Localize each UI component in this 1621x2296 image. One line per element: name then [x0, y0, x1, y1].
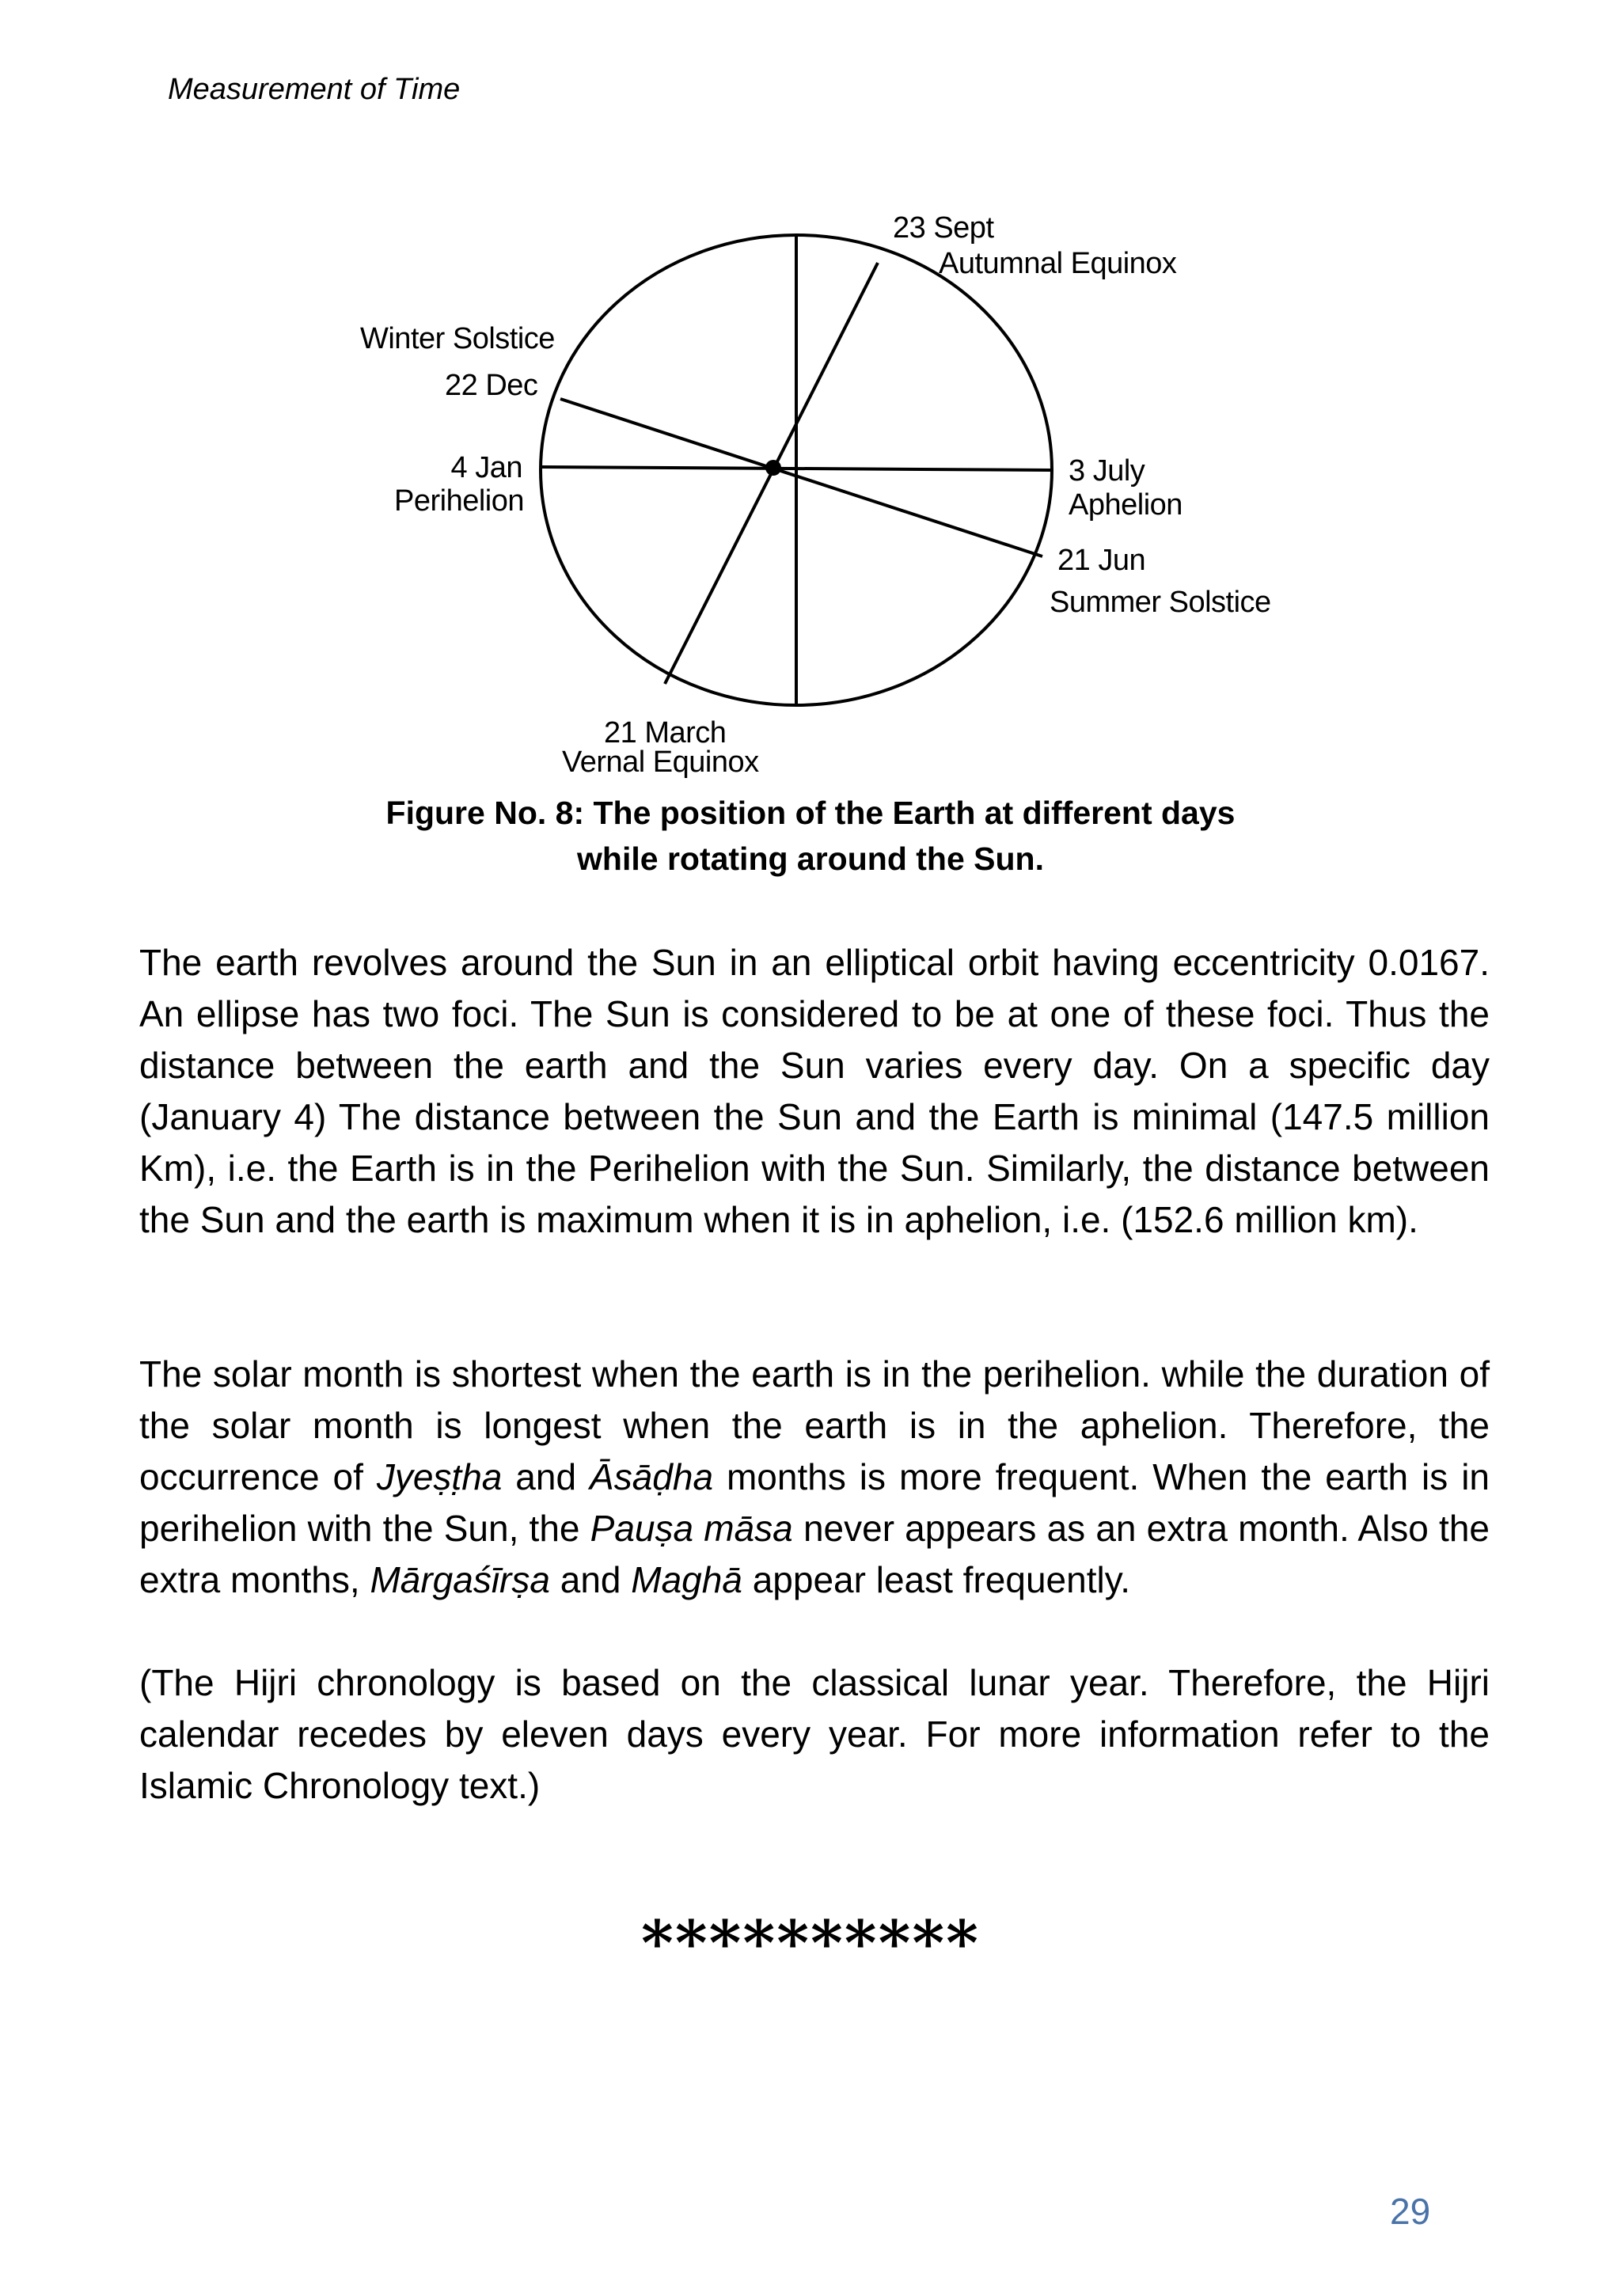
label-aphelion-name: Aphelion — [1069, 488, 1183, 522]
p2-text-b: and — [502, 1456, 590, 1497]
label-perihelion-name: Perihelion — [394, 484, 524, 518]
label-summer-name: Summer Solstice — [1050, 586, 1271, 619]
orbit-diagram — [0, 0, 1621, 791]
solstice-line — [560, 399, 1042, 556]
term-jyestha: Jyeṣṭha — [376, 1456, 503, 1497]
term-pausa-masa: Pauṣa māsa — [590, 1508, 793, 1549]
figure-caption — [0, 790, 1621, 882]
paragraph-solar-month — [139, 1349, 1490, 1606]
label-perihelion-date: 4 Jan — [450, 451, 522, 484]
sun-dot — [765, 460, 781, 476]
section-separator: ********** — [641, 1907, 980, 1979]
term-asadha: Āsāḍha — [590, 1456, 714, 1497]
label-vernal-date: 21 March — [604, 716, 727, 750]
label-winter-name: Winter Solstice — [360, 322, 555, 355]
p2-text-c: months is more frequent. When the earth is in perihelion with the Sun, the — [139, 1456, 1490, 1549]
label-vernal-name: Vernal Equinox — [562, 746, 759, 779]
term-margasirsa: Mārgaśīrṣa — [370, 1559, 550, 1600]
label-aphelion-date: 3 July — [1069, 454, 1145, 488]
p2-text-f: appear least frequently. — [742, 1559, 1131, 1600]
label-autumnal-name: Autumnal Equinox — [939, 247, 1177, 280]
apsides-line — [541, 467, 1051, 470]
term-magha: Maghā — [631, 1559, 742, 1600]
p2-text-d: never appears as an extra month. Also the extra months, — [139, 1508, 1490, 1600]
paragraph-orbit: The earth revolves around the Sun in an elliptical orbit having eccentricity 0.0167. An ellipse has two foci. The Sun is considered to be at one of these foci. Thus the distance between the earth and the Sun varies every day. On a specific day (January 4) The distance between the Sun and the Earth is minimal (147.5 million Km), i.e. the Earth is in the Perihelion with the Sun. Similarly, the distance between the Sun and the earth is maximum when it is in aphelion, i.e. (152.6 million km). — [139, 942, 1490, 1240]
p2-text-e: and — [549, 1559, 632, 1600]
label-autumnal-date: 23 Sept — [893, 211, 994, 245]
running-head: Measurement of Time — [168, 73, 461, 106]
p2-text-a: The solar month is shortest when the earth is in the perihelion. while the duration of the solar month is longest when the earth is in the aphelion. Therefore, the occurrence of — [139, 1353, 1490, 1497]
orbit-figure — [0, 0, 1621, 791]
paragraph-hijri: (The Hijri chronology is based on the classical lunar year. Therefore, the Hijri calendar recedes by eleven days every year. For more information refer to the Islamic Chronology text.) — [139, 1662, 1490, 1806]
page-number: 29 — [1390, 2191, 1431, 2232]
label-summer-date: 21 Jun — [1057, 544, 1146, 577]
label-winter-date: 22 Dec — [445, 369, 538, 402]
caption-line-2: while rotating around the Sun. — [577, 841, 1044, 877]
caption-line-1: Figure No. 8: The position of the Earth at different days — [385, 795, 1236, 831]
